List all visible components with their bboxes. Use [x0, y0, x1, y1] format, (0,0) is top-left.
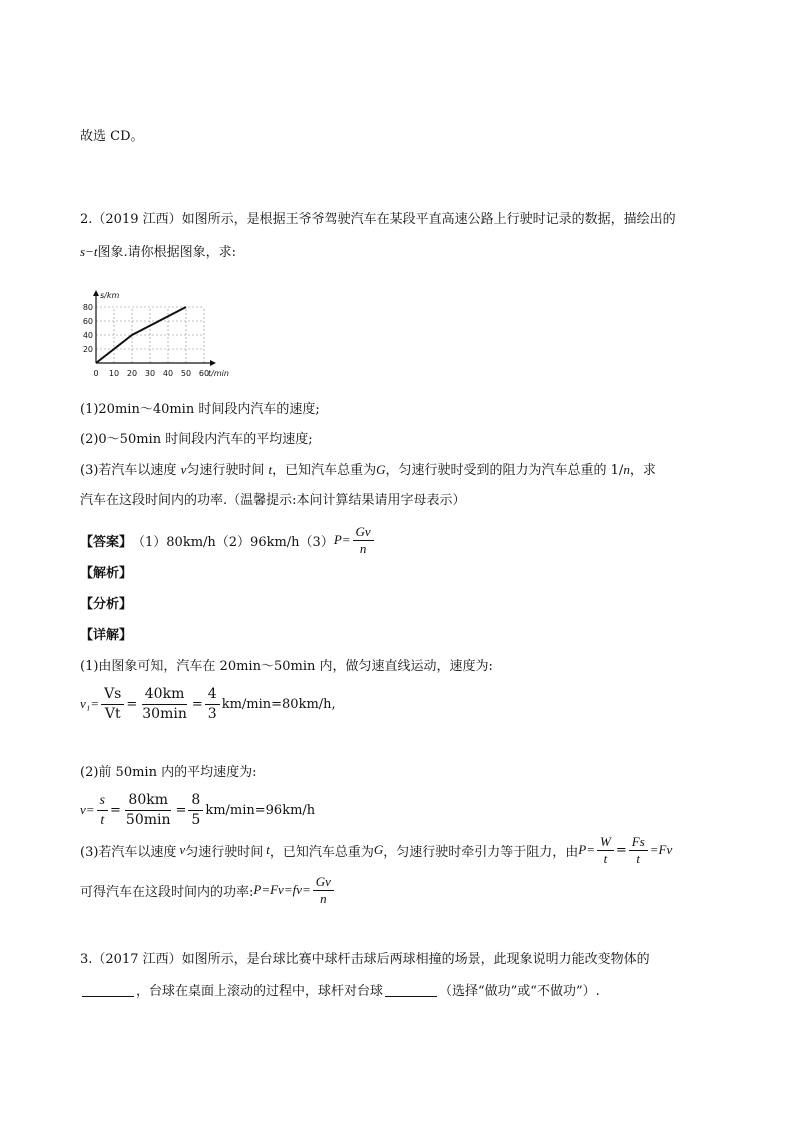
eq1-equals: =	[126, 696, 138, 712]
answer-line	[80, 520, 376, 560]
q3-blank-2[interactable]	[385, 982, 437, 997]
d4-fraction	[313, 874, 334, 907]
y-tick-label: 40	[82, 331, 93, 340]
q3-blank-1[interactable]	[82, 982, 134, 997]
q2-sub3-line1	[80, 460, 656, 481]
d3-P: P=	[578, 842, 595, 857]
y-tick-label: 60	[82, 317, 93, 326]
eq2-f2-num: 80km	[125, 791, 171, 811]
eq1-f2-den: 30min	[142, 705, 187, 722]
q2-st-symbol: s−t	[80, 244, 98, 259]
detail-4	[80, 870, 336, 910]
equation-2	[80, 788, 315, 832]
q2-stem: 如图所示，是根据王爷爷驾驶汽车在某段平直高速公路上行驶时记录的数据，描绘出的	[181, 212, 676, 227]
eq2-f1-den: t	[100, 812, 105, 828]
detail-1: (1)由图象可知，汽车在 20min～50min 内，做匀速直线运动，速度为:	[80, 659, 493, 674]
detail-3	[80, 830, 672, 870]
d4-formula: P=Fv=fv=	[253, 882, 311, 897]
d3-equals: =	[615, 842, 627, 858]
answer-numerator: Gv	[353, 524, 374, 541]
x-tick-label: 20	[126, 369, 138, 378]
q2-sub3-line2: 汽车在这段时间内的功率.（温馨提示:本问计算结果请用字母表示）	[80, 493, 466, 508]
analysis-label: 【解析】	[80, 566, 133, 581]
detail-label: 【详解】	[80, 628, 133, 643]
eq1-f1-den: Vt	[104, 705, 121, 722]
d3-f1-num: W	[597, 834, 614, 851]
d3-fraction-2	[629, 834, 648, 867]
q2-stem-rest: 图象.请你根据图象，求:	[97, 245, 236, 260]
q2-number: 2.	[80, 212, 93, 227]
answer-fraction	[353, 524, 374, 557]
eq1-f3-den: 3	[207, 705, 217, 722]
s-t-graph	[82, 283, 242, 383]
q2-sub2: (2)0～50min 时间段内汽车的平均速度;	[80, 432, 313, 447]
d3-text4: ，匀速行驶时牵引力等于阻力，由	[383, 844, 579, 860]
q2-sub3-text2: 匀速行驶时间	[186, 463, 265, 478]
q2-sub3-text4: ，匀速行驶时受到的阻力为汽车总重的 1/	[385, 463, 624, 478]
eq1-lhs: v₁=	[80, 696, 100, 711]
d3-tail: =Fv	[649, 842, 673, 857]
q2-sub3-v: v	[180, 462, 187, 477]
eq2-equals-2: =	[175, 802, 187, 818]
q2-sub3-text3: ，已知汽车总重为	[272, 463, 377, 478]
eq1-f2-num: 40km	[142, 685, 188, 705]
eq2-f2-den: 50min	[125, 811, 171, 828]
answer-P: P=	[333, 532, 351, 547]
q2-source: （2019 江西）	[92, 212, 182, 227]
x-axis-arrow-icon	[210, 360, 216, 366]
equation-1	[80, 682, 336, 726]
q3-number: 3.	[80, 952, 93, 967]
d3-f1-den: t	[603, 850, 608, 866]
eq1-equals-2: =	[191, 696, 203, 712]
d3-fraction-1	[597, 834, 614, 867]
d3-text2: 匀速行驶时间	[185, 844, 264, 860]
y-axis-arrow-icon	[93, 290, 99, 296]
d3-f2-den: t	[636, 850, 641, 866]
x-tick-label: 0	[93, 369, 99, 378]
q3-text: 如图所示，是台球比赛中球杆击球后两球相撞的场景，此现象说明力能改变物体的	[181, 952, 650, 967]
eq1-fraction-1	[101, 685, 124, 724]
eq2-fraction-2	[123, 791, 174, 830]
eq2-lhs: v=	[80, 802, 95, 817]
answer-label: 【答案】	[80, 534, 133, 550]
d3-t: t	[266, 842, 270, 857]
x-tick-label: 10	[108, 369, 120, 378]
q2-sub3-text: (3)若汽车以速度	[80, 463, 177, 478]
d4-num: Gv	[313, 874, 334, 891]
q2-sub3-text5: ，求	[629, 463, 656, 478]
fenxi-label: 【分析】	[80, 597, 133, 612]
d3-v: v	[179, 842, 186, 857]
eq2-tail: km/min=96km/h	[205, 802, 316, 818]
eq2-f3-num: 8	[188, 791, 203, 811]
q3-line2	[80, 982, 600, 1002]
d3-text: (3)若汽车以速度	[80, 844, 177, 860]
y-tick-label: 80	[82, 303, 93, 312]
d4-text: 可得汽车在这段时间内的功率:	[80, 884, 254, 900]
detail-2: (2)前 50min 内的平均速度为:	[80, 765, 257, 780]
eq1-tail: km/min=80km/h,	[221, 696, 336, 712]
q3-source: （2017 江西）	[92, 952, 182, 967]
x-tick-label: 40	[162, 369, 174, 378]
q2-stem-line1	[80, 210, 676, 230]
eq1-fraction-2	[139, 685, 190, 724]
q2-stem-line2	[80, 242, 236, 263]
eq2-f1-num: s	[97, 791, 108, 811]
eq2-f3-den: 5	[191, 811, 201, 828]
d3-text3: ，已知汽车总重为	[269, 844, 374, 860]
q2-sub3-n: n	[623, 462, 630, 477]
q3-line1	[80, 950, 650, 970]
answer-text: （1）80km/h（2）96km/h（3）	[132, 534, 334, 550]
d3-f2-num: Fs	[629, 834, 648, 851]
q3-text2: ，台球在桌面上滚动的过程中，球杆对台球	[136, 984, 384, 999]
x-tick-label: 60	[198, 369, 210, 378]
d3-G: G	[373, 842, 384, 857]
eq2-fraction-1	[97, 791, 108, 830]
previous-conclusion: 故选 CD。	[80, 129, 144, 144]
q2-sub1: (1)20min～40min 时间段内汽车的速度;	[80, 402, 320, 417]
y-axis-label: s/km	[100, 291, 120, 300]
q2-sub3-G: G	[376, 462, 386, 477]
eq1-fraction-3	[205, 685, 220, 724]
x-axis-label: t/min	[208, 369, 229, 378]
x-tick-label: 50	[180, 369, 192, 378]
answer-denominator: n	[359, 540, 367, 556]
eq2-fraction-3	[188, 791, 203, 830]
q2-sub3-t: t	[268, 462, 273, 477]
eq1-f3-num: 4	[205, 685, 220, 705]
x-tick-label: 30	[144, 369, 156, 378]
eq1-f1-num: Vs	[101, 685, 124, 705]
d4-den: n	[320, 890, 327, 906]
q3-text3: （选择“做功”或“不做功”）.	[439, 984, 600, 999]
eq2-equals: =	[110, 802, 121, 818]
y-tick-label: 20	[82, 345, 93, 354]
